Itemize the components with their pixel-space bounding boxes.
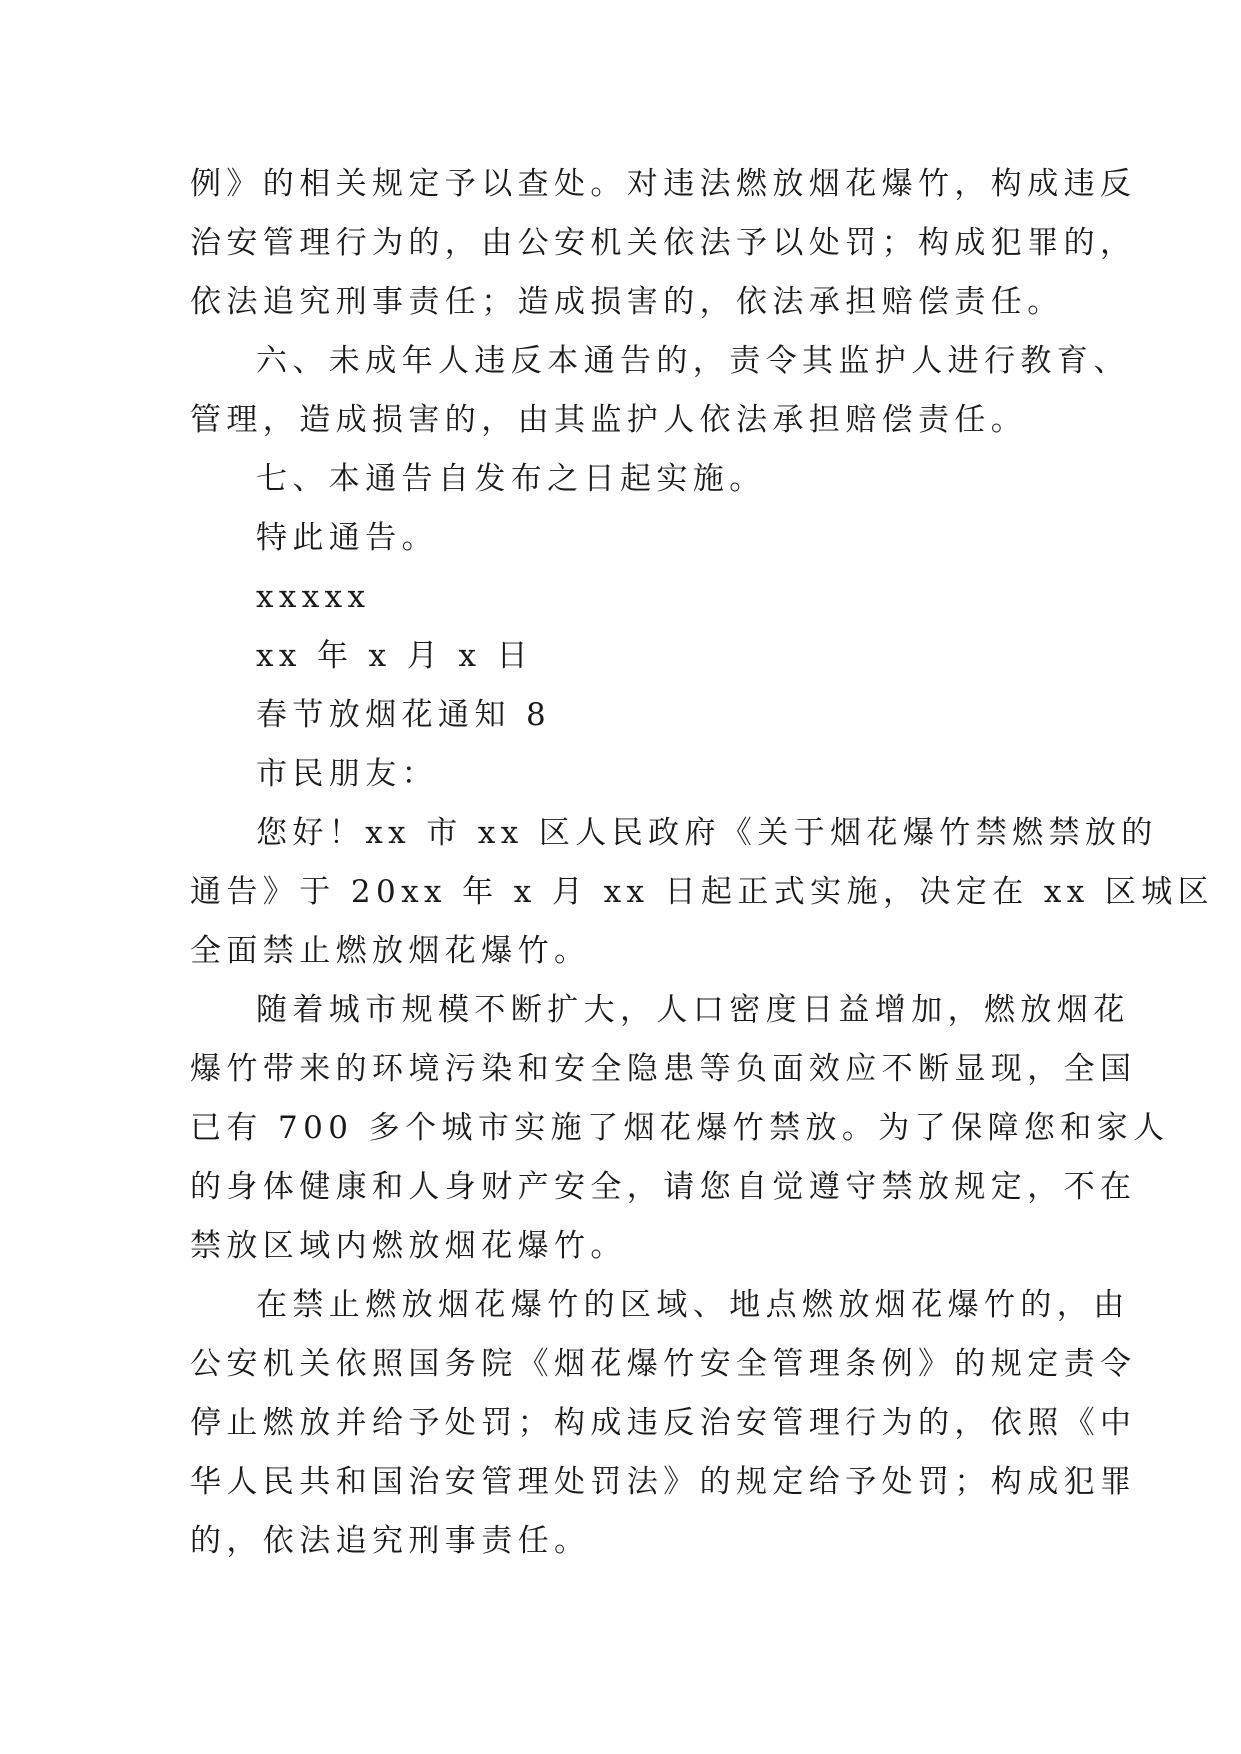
text-line: 已有 700 多个城市实施了烟花爆竹禁放。为了保障您和家人 xyxy=(190,1110,1170,1146)
signature-line: xxxxx xyxy=(256,579,371,615)
text-line: 爆竹带来的环境污染和安全隐患等负面效应不断显现，全国 xyxy=(190,1051,1137,1087)
paragraph-start-line: 七、本通告自发布之日起实施。 xyxy=(256,461,766,497)
text-line: 管理，造成损害的，由其监护人依法承担赔偿责任。 xyxy=(190,402,1028,438)
text-line: 停止燃放并给予处罚；构成违反治安管理行为的，依照《中 xyxy=(190,1405,1137,1441)
text-line: 的身体健康和人身财产安全，请您自觉遵守禁放规定，不在 xyxy=(190,1169,1137,1205)
text-line: 的，依法追究刑事责任。 xyxy=(190,1523,591,1559)
paragraph-start-line: 您好！xx 市 xx 区人民政府《关于烟花爆竹禁燃禁放的 xyxy=(256,815,1158,851)
text-line: 依法追究刑事责任；造成损害的，依法承担赔偿责任。 xyxy=(190,284,1064,320)
text-line: 例》的相关规定予以查处。对违法燃放烟花爆竹，构成违反 xyxy=(190,166,1137,202)
text-line: 全面禁止燃放烟花爆竹。 xyxy=(190,933,591,969)
section-title: 春节放烟花通知 8 xyxy=(256,697,552,733)
paragraph-start-line: 在禁止燃放烟花爆竹的区域、地点燃放烟花爆竹的，由 xyxy=(256,1287,1130,1323)
closing-line: 特此通告。 xyxy=(256,520,438,556)
paragraph-start-line: 六、未成年人违反本通告的，责令其监护人进行教育、 xyxy=(256,343,1130,379)
text-line: 禁放区域内燃放烟花爆竹。 xyxy=(190,1228,627,1264)
paragraph-start-line: 随着城市规模不断扩大，人口密度日益增加，燃放烟花 xyxy=(256,992,1130,1028)
date-line: xx 年 x 月 x 日 xyxy=(256,638,534,674)
text-line: 通告》于 20xx 年 x 月 xx 日起正式实施，决定在 xx 区城区 xyxy=(190,874,1215,910)
text-line: 治安管理行为的，由公安机关依法予以处罚；构成犯罪的， xyxy=(190,225,1137,261)
text-line: 公安机关依照国务院《烟花爆竹安全管理条例》的规定责令 xyxy=(190,1346,1137,1382)
salutation: 市民朋友： xyxy=(256,756,438,792)
text-line: 华人民共和国治安管理处罚法》的规定给予处罚；构成犯罪 xyxy=(190,1464,1137,1500)
document-page xyxy=(190,155,1215,1571)
